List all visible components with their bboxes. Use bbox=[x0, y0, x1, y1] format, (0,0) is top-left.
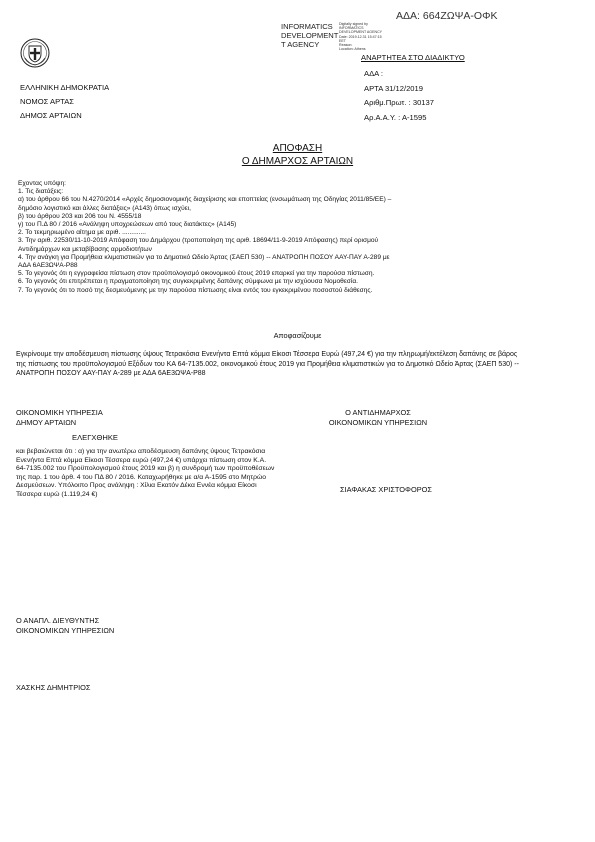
consideration-line: 3. Την αριθ. 22530/11-10-2019 Απόφαση του Δημάρχου (τροποποίηση της αριθ. 18694/11-9-2019 Απόφασης) περί ορισμού bbox=[18, 237, 379, 245]
ada-code: ΑΔΑ: 664ΖΩΨΑ-ΟΦΚ bbox=[396, 10, 498, 22]
meta-protocol: Αριθμ.Πρωτ. : 30137 bbox=[364, 98, 434, 108]
consideration-line: 4. Την ανάγκη για Προμήθεια κλιματιστικών για το Δημοτικό Ωδείο Άρτας (ΣΑΕΠ 530) -- ΑΝΑΤΡΟΠΗ ΠΟΣΟΥ ΑΑΥ-ΠΑΥ Α-289 με bbox=[18, 253, 390, 261]
consideration-line: Αντιδημάρχων και μεταβίβασης αρμοδιοτήτων bbox=[18, 245, 152, 253]
finance-line: ΟΙΚΟΝΟΜΙΚΗ ΥΠΗΡΕΣΙΑ bbox=[16, 408, 103, 417]
consideration-line: γ) του Π.Δ 80 / 2016 «Ανάληψη υποχρεώσεων από τους διατάκτες» (Α145) bbox=[18, 221, 237, 229]
issuer-line: ΝΟΜΟΣ ΑΡΤΑΣ bbox=[20, 97, 74, 107]
itda-tiny-line: EET bbox=[339, 38, 346, 43]
consideration-line: δημόσιο λογιστικό και άλλες διατάξεις» (Α143) όπως ισχύει, bbox=[18, 204, 191, 212]
meta-date: ΑΡΤΑ 31/12/2019 bbox=[364, 83, 423, 93]
meta-block bbox=[364, 67, 434, 125]
meta-aay: Αρ.Α.Α.Υ. : Α-1595 bbox=[364, 112, 427, 122]
checked-label: ΕΛΕΓΧΘΗΚΕ bbox=[72, 433, 118, 442]
consideration-line: 6. Το γεγονός ότι επιτρέπεται η πραγματοποίηση της συγκεκριμένης δαπάνης σύμφωνα με την ισχύουσα Νομοθεσία. bbox=[18, 278, 358, 286]
deputy-name: ΣΙΑΦΑΚΑΣ ΧΡΙΣΤΟΦΟΡΟΣ bbox=[340, 485, 432, 494]
finance-line: ΔΗΜΟΥ ΑΡΤΑΙΩΝ bbox=[16, 417, 77, 427]
director-title: Ο ΑΝΑΠΛ. ΔΙΕΥΘΥΝΤΗΣ bbox=[16, 616, 100, 625]
consideration-line: Εχοντας υπόψη: bbox=[18, 180, 67, 187]
itda-tiny-line: DEVELOPMENT AGENCY bbox=[339, 30, 383, 35]
meta-ada: ΑΔΑ : bbox=[364, 69, 384, 78]
director-block bbox=[16, 616, 114, 635]
audit-text: και βεβαιώνεται ότι : α) για την ανωτέρω αποδέσμευση δαπάνης ύψους Τετρακόσια Ενενήντα Επτά κόμμα Είκοσι Τέσσερα ευρώ (497,24 €) υπάρχει πίστωση στον Κ.Α. 64-7135.002 του Προϋπολογισμού έτους 2019 και β) η συνδρομή των προϋποθέσεων της παρ. 1 του άρθ. 4 του ΠΔ 80 / 2016. Καταχωρήθηκε με α/α Α-1595 στο Μητρώο Δεσμεύσεων. Υπόλοιπο Προς ανάληψη : Χίλια Εκατόν Δέκα Εννέα κόμμα Είκοσι Τέσσερα ευρώ (1.119,24 €) bbox=[16, 448, 275, 498]
itda-tiny-line: Digitally signed by bbox=[339, 22, 368, 26]
issuer-line: ΔΗΜΟΣ ΑΡΤΑΙΩΝ bbox=[20, 111, 82, 121]
itda-tiny-line: Date: 2019.12.31 15:47:15 bbox=[339, 34, 382, 39]
itda-tiny-line: Reason: bbox=[339, 43, 353, 48]
itda-line: DEVELOPMENT bbox=[281, 31, 339, 41]
consideration-line: 2. Το τεκμηριωμένο αίτημα με αριθ. ............. bbox=[18, 229, 146, 237]
director-name: ΧΑΣΚΗΣ ΔΗΜΗΤΡΙΟΣ bbox=[16, 683, 91, 692]
consideration-line: α) του άρθρου 66 του Ν.4270/2014 «Αρχές δημοσιονομικής διαχείρισης και εποπτείας (ενσωμάτωση της Οδηγίας 2011/85/ΕΕ) – bbox=[18, 196, 392, 204]
deputy-title: Ο ΑΝΤΙΔΗΜΑΡΧΟΣ bbox=[345, 408, 411, 417]
considerations-block bbox=[18, 180, 391, 295]
director-department: ΟΙΚΟΝΟΜΙΚΩΝ ΥΠΗΡΕΣΙΩΝ bbox=[16, 625, 115, 635]
document-title: ΑΠΟΦΑΣΗ bbox=[272, 143, 323, 154]
greek-emblem-icon bbox=[20, 38, 50, 68]
finance-department bbox=[16, 408, 103, 427]
deputy-department: ΟΙΚΟΝΟΜΙΚΩΝ ΥΠΗΡΕΣΙΩΝ bbox=[328, 417, 428, 427]
document-subtitle: Ο ΔΗΜΑΡΧΟΣ ΑΡΤΑΙΩΝ bbox=[241, 156, 354, 167]
issuer-block bbox=[20, 81, 109, 124]
itda-line: T AGENCY bbox=[281, 40, 320, 50]
consideration-line: 1. Τις διατάξεις: bbox=[18, 188, 64, 196]
itda-signature-label bbox=[281, 22, 338, 50]
itda-signature-details bbox=[339, 22, 382, 51]
published-label: ΑΝΑΡΤΗΤΕΑ ΣΤΟ ΔΙΑΔΙΚΤΥΟ bbox=[361, 53, 465, 62]
issuer-line: ΕΛΛΗΝΙΚΗ ΔΗΜΟΚΡΑΤΙΑ bbox=[20, 83, 110, 92]
itda-tiny-line: INFORMATICS bbox=[339, 26, 364, 31]
deputy-mayor-block bbox=[318, 408, 438, 427]
itda-tiny-line: Location: Athens bbox=[339, 47, 366, 52]
decision-text: Εγκρίνουμε την αποδέσμευση πίστωσης ύψους Τετρακόσια Ενενήντα Επτά κόμμα Είκοσι Τέσσερα Ευρώ (497,24 €) για την πληρωμή/εκτέλεση δαπάνης σε βάρος της πίστωσης του προϋπολογισμού Εξόδων του ΚΑ 64-7135.002, οικονομικού έτους 2019 για Προμήθεια κλιματιστικών για το Δημοτικό Ωδείο Άρτας (ΣΑΕΠ 530) -- ΑΝΑΤΡΟΠΗ ΠΟΣΟΥ ΑΑΥ-ΠΑΥ Α-289 με ΑΔΑ 6ΑΕ3ΩΨΑ-Ρ88 bbox=[16, 351, 519, 378]
decide-label: Αποφασίζουμε bbox=[273, 331, 322, 340]
consideration-line: ΑΔΑ 6ΑΕ3ΩΨΑ-Ρ88 bbox=[18, 262, 78, 270]
consideration-line: β) του άρθρου 203 και 206 του Ν. 4555/18 bbox=[18, 212, 142, 220]
itda-line: INFORMATICS bbox=[281, 22, 333, 31]
consideration-line: 7. Το γεγονός ότι το ποσό της δεσμευόμενης με την παρούσα πίστωσης είναι εντός του εγκεκριμένου ποσοστού διάθεσης. bbox=[18, 286, 373, 294]
consideration-line: 5. Το γεγονός ότι η εγγραφείσα πίστωση στον προϋπολογισμό οικονομικού έτους 2019 επαρκεί για την παρούσα πίστωση. bbox=[18, 270, 375, 278]
